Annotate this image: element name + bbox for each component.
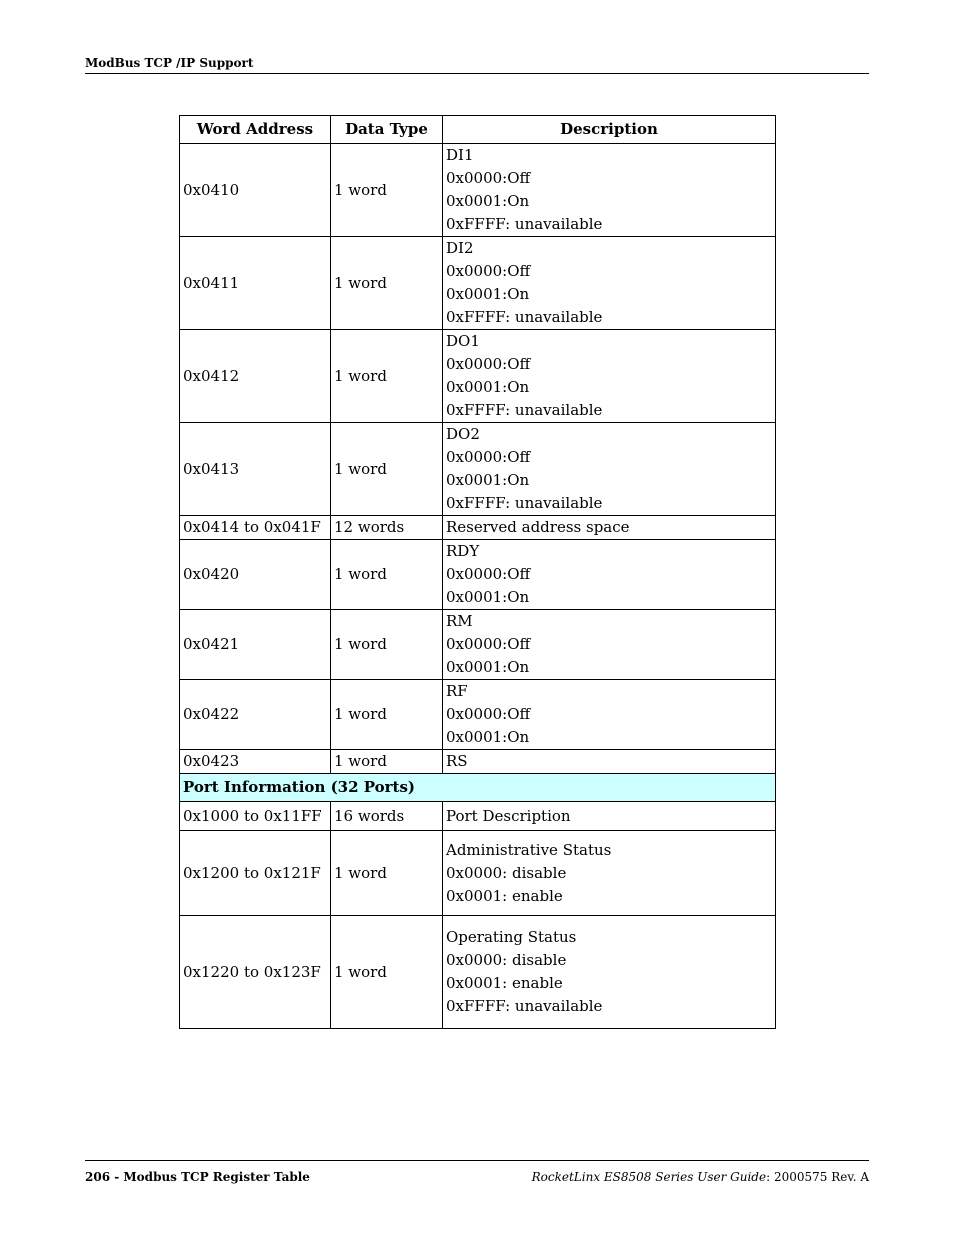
description-line: 0x0001:On: [446, 728, 530, 746]
description-line: 0x0001:On: [446, 588, 530, 606]
description-cell: [443, 680, 776, 750]
word-address-cell: 0x0414 to 0x041F: [180, 516, 331, 540]
data-type-cell: 1 word: [331, 831, 443, 916]
description-line: RS: [446, 752, 468, 770]
description-line: 0x0000:Off: [446, 355, 531, 373]
table-row: [180, 610, 776, 680]
description-cell: [443, 423, 776, 516]
description-cell: [443, 802, 776, 831]
data-type-cell: 1 word: [331, 680, 443, 750]
description-line: 0x0001:On: [446, 658, 530, 676]
table-row: [180, 916, 776, 1029]
register-table: [179, 115, 776, 1029]
data-type-cell: 1 word: [331, 540, 443, 610]
description-line: 0x0000:Off: [446, 262, 531, 280]
word-address-cell: 0x1200 to 0x121F: [180, 831, 331, 916]
table-row: [180, 802, 776, 831]
column-header-description: Description: [443, 116, 776, 144]
description-line: 0x0001:On: [446, 378, 530, 396]
description-cell: [443, 831, 776, 916]
data-type-cell: 1 word: [331, 423, 443, 516]
description-line: 0x0000:Off: [446, 705, 531, 723]
table-row: [180, 144, 776, 237]
description-line: 0x0000:Off: [446, 169, 531, 187]
word-address-cell: 0x0422: [180, 680, 331, 750]
description-cell: [443, 916, 776, 1029]
description-cell: [443, 750, 776, 774]
running-header: ModBus TCP /IP Support: [85, 56, 254, 70]
column-header-data-type: Data Type: [331, 116, 443, 144]
description-line: RM: [446, 612, 473, 630]
description-line: DO2: [446, 425, 480, 443]
header-divider: [85, 73, 869, 74]
data-type-cell: 16 words: [331, 802, 443, 831]
register-table-body: [180, 144, 776, 1029]
footer-doc-info: [532, 1170, 869, 1184]
data-type-cell: 12 words: [331, 516, 443, 540]
table-row: [180, 423, 776, 516]
table-header-row: [180, 116, 776, 144]
description-line: 0x0001:On: [446, 192, 530, 210]
description-line: Reserved address space: [446, 518, 630, 536]
description-line: DO1: [446, 332, 480, 350]
description-line: Administrative Status: [446, 840, 612, 859]
table-row: [180, 680, 776, 750]
footer-doc-title: RocketLinx ES8508 Series User Guide: [531, 1170, 767, 1184]
description-line: 0x0001: enable: [446, 974, 563, 992]
description-line: DI1: [446, 146, 474, 164]
description-line: Operating Status: [446, 928, 577, 946]
description-line: RF: [446, 682, 468, 700]
table-row: [180, 540, 776, 610]
word-address-cell: 0x1000 to 0x11FF: [180, 802, 331, 831]
description-cell: [443, 516, 776, 540]
description-line: 0xFFFF: unavailable: [446, 494, 603, 512]
description-line: 0x0000: disable: [446, 863, 567, 882]
data-type-cell: 1 word: [331, 144, 443, 237]
description-line: 0x0001: enable: [446, 886, 563, 905]
description-line: 0x0000: disable: [446, 951, 567, 969]
table-row: [180, 516, 776, 540]
word-address-cell: 0x1220 to 0x123F: [180, 916, 331, 1029]
description-line: 0x0000:Off: [446, 635, 531, 653]
data-type-cell: 1 word: [331, 330, 443, 423]
description-line: DI2: [446, 239, 474, 257]
footer-divider: [85, 1160, 869, 1161]
description-cell: [443, 144, 776, 237]
data-type-cell: 1 word: [331, 610, 443, 680]
table-row: [180, 750, 776, 774]
data-type-cell: 1 word: [331, 750, 443, 774]
description-line: 0xFFFF: unavailable: [446, 997, 603, 1015]
table-row: [180, 831, 776, 916]
footer-page-label: 206 - Modbus TCP Register Table: [85, 1170, 310, 1184]
word-address-cell: 0x0410: [180, 144, 331, 237]
table-row: [180, 237, 776, 330]
word-address-cell: 0x0411: [180, 237, 331, 330]
description-line: 0x0000:Off: [446, 565, 531, 583]
description-line: 0xFFFF: unavailable: [446, 401, 603, 419]
section-row-port-information: [180, 774, 776, 802]
description-line: 0xFFFF: unavailable: [446, 215, 603, 233]
description-cell: [443, 330, 776, 423]
description-cell: [443, 237, 776, 330]
footer-doc-revision: : 2000575 Rev. A: [766, 1170, 869, 1184]
column-header-word-address: Word Address: [180, 116, 331, 144]
description-line: 0xFFFF: unavailable: [446, 308, 603, 326]
data-type-cell: 1 word: [331, 916, 443, 1029]
description-line: 0x0001:On: [446, 471, 530, 489]
description-cell: [443, 610, 776, 680]
word-address-cell: 0x0420: [180, 540, 331, 610]
description-line: RDY: [446, 542, 480, 560]
description-line: Port Description: [446, 806, 571, 825]
data-type-cell: 1 word: [331, 237, 443, 330]
word-address-cell: 0x0423: [180, 750, 331, 774]
word-address-cell: 0x0412: [180, 330, 331, 423]
description-cell: [443, 540, 776, 610]
section-label: Port Information (32 Ports): [180, 774, 776, 802]
word-address-cell: 0x0421: [180, 610, 331, 680]
table-row: [180, 330, 776, 423]
description-line: 0x0001:On: [446, 285, 530, 303]
word-address-cell: 0x0413: [180, 423, 331, 516]
description-line: 0x0000:Off: [446, 448, 531, 466]
